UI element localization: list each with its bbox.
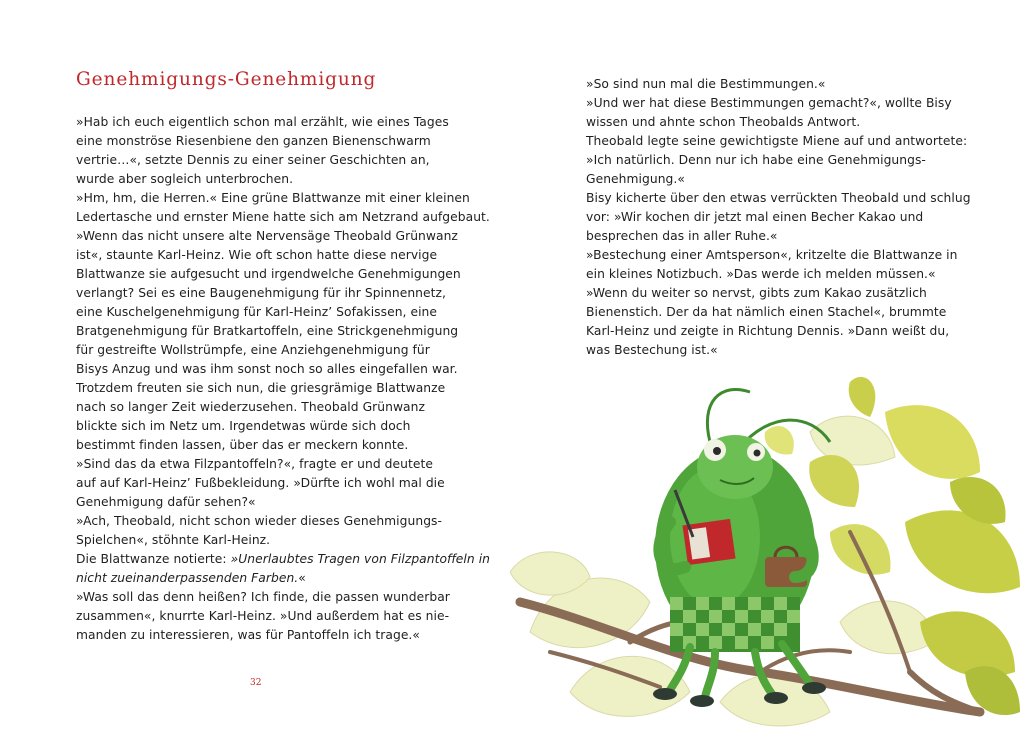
- text-line: [76, 569, 451, 588]
- text-segment: Bisy kicherte über den etwas verrückten Theobald und schlug: [586, 191, 971, 205]
- left-page-text: [76, 113, 491, 645]
- text-segment: zusammen«, knurrte Karl-Heinz. »Und außerdem hat es nie-: [76, 609, 450, 623]
- italic-text: nicht zueinanderpassenden Farben.: [76, 571, 299, 585]
- text-line: [76, 303, 451, 322]
- leaf-bug-icon: [653, 389, 830, 707]
- right-page-text: [586, 75, 971, 360]
- text-line: [76, 208, 490, 227]
- text-line: [586, 132, 966, 151]
- text-segment: für gestreifte Wollstrümpfe, eine Anziehgenehmigung für: [76, 343, 430, 357]
- text-segment: bestimmt finden lassen, über das er meckern konnte.: [76, 438, 409, 452]
- text-segment: «: [298, 571, 306, 585]
- text-line: [76, 322, 459, 341]
- text-segment: manden zu interessieren, was für Pantoffeln ich trage.«: [76, 628, 420, 642]
- text-segment: Die Blattwanze notierte:: [76, 552, 231, 566]
- text-line: [586, 189, 971, 208]
- text-segment: »Und wer hat diese Bestimmungen gemacht?«, wollte Bisy: [586, 96, 952, 110]
- page-number: 32: [250, 678, 262, 688]
- text-segment: vertrie…«, setzte Dennis zu einer seiner Geschichten an,: [76, 153, 430, 167]
- text-segment: eine Kuschelgenehmigung für Karl-Heinz’ Sofakissen, eine: [76, 305, 437, 319]
- leaf-bug-illustration: [510, 372, 1020, 735]
- text-segment: »Ich natürlich. Denn nur ich habe eine Genehmigungs-: [586, 153, 926, 167]
- text-segment: Genehmigung.«: [586, 172, 685, 186]
- text-segment: »Sind das da etwa Filzpantoffeln?«, fragte er und deutete: [76, 457, 433, 471]
- text-segment: Theobald legte seine gewichtigste Miene auf und antwortete:: [586, 134, 968, 148]
- text-line: [76, 436, 451, 455]
- text-line: [76, 360, 458, 379]
- text-line: [76, 151, 451, 170]
- text-line: [76, 341, 451, 360]
- text-segment: wissen und ahnte schon Theobalds Antwort.: [586, 115, 861, 129]
- text-line: [76, 588, 451, 607]
- left-page: [0, 0, 505, 735]
- text-segment: »Hab ich euch eigentlich schon mal erzählt, wie eines Tages: [76, 115, 449, 129]
- text-segment: »Ach, Theobald, nicht schon wieder dieses Genehmigungs-: [76, 514, 442, 528]
- text-segment: Trotzdem freuten sie sich nun, die griesgrämige Blattwanze: [76, 381, 446, 395]
- text-line: [586, 94, 966, 113]
- text-line: [76, 493, 451, 512]
- text-segment: Bisys Anzug und was ihm sonst noch so alles eingefallen war.: [76, 362, 458, 376]
- text-line: [76, 284, 451, 303]
- text-segment: ist«, staunte Karl-Heinz. Wie oft schon hatte diese nervige: [76, 248, 438, 262]
- text-segment: verlangt? Sei es eine Baugenehmigung für ihr Spinnennetz,: [76, 286, 446, 300]
- chapter-title: Genehmigungs-Genehmigung: [76, 69, 377, 90]
- text-line: [76, 531, 451, 550]
- text-line: [76, 512, 451, 531]
- text-line: [76, 170, 451, 189]
- text-line: [586, 341, 966, 360]
- text-line: [76, 246, 451, 265]
- text-line: [586, 322, 966, 341]
- text-line: [586, 284, 966, 303]
- text-line: [76, 379, 451, 398]
- text-line: [586, 265, 966, 284]
- text-line: [586, 208, 966, 227]
- text-segment: blickte sich im Netz um. Irgendetwas würde sich doch: [76, 419, 411, 433]
- text-line: [76, 550, 491, 569]
- text-segment: Karl-Heinz und zeigte in Richtung Dennis. »Dann weißt du,: [586, 324, 950, 338]
- text-line: [76, 227, 458, 246]
- text-segment: was Bestechung ist.«: [586, 343, 718, 357]
- text-line: [76, 626, 451, 645]
- text-line: [76, 474, 451, 493]
- text-segment: ein kleines Notizbuch. »Das werde ich melden müssen.«: [586, 267, 936, 281]
- text-segment: »Hm, hm, die Herren.« Eine grüne Blattwanze mit einer kleinen: [76, 191, 470, 205]
- text-line: [586, 246, 966, 265]
- text-line: [586, 151, 966, 170]
- text-line: [76, 132, 451, 151]
- text-segment: »Wenn das nicht unsere alte Nervensäge Theobald Grünwanz: [76, 229, 458, 243]
- text-segment: »Bestechung einer Amtsperson«, kritzelte die Blattwanze in: [586, 248, 958, 262]
- text-line: [76, 113, 451, 132]
- text-segment: Bratgenehmigung für Bratkartoffeln, eine Strickgenehmigung: [76, 324, 459, 338]
- text-segment: »Wenn du weiter so nervst, gibts zum Kakao zusätzlich: [586, 286, 927, 300]
- text-line: [586, 75, 966, 94]
- text-segment: eine monströse Riesenbiene den ganzen Bienenschwarm: [76, 134, 431, 148]
- text-segment: vor: »Wir kochen dir jetzt mal einen Becher Kakao und: [586, 210, 924, 224]
- text-line: [586, 303, 966, 322]
- text-line: [76, 417, 451, 436]
- text-segment: »So sind nun mal die Bestimmungen.«: [586, 77, 826, 91]
- text-segment: Blattwanze sie aufgesucht und irgendwelche Genehmigungen: [76, 267, 461, 281]
- text-segment: nach so langer Zeit wiederzusehen. Theobald Grünwanz: [76, 400, 425, 414]
- text-line: [76, 398, 451, 417]
- text-line: [76, 189, 470, 208]
- text-segment: Genehmigung dafür sehen?«: [76, 495, 256, 509]
- text-line: [586, 113, 966, 132]
- text-segment: Spielchen«, stöhnte Karl-Heinz.: [76, 533, 271, 547]
- text-segment: besprechen das in aller Ruhe.«: [586, 229, 778, 243]
- text-line: [76, 455, 451, 474]
- text-segment: Ledertasche und ernster Miene hatte sich am Netzrand aufgebaut.: [76, 210, 490, 224]
- text-segment: auf auf Karl-Heinz’ Fußbekleidung. »Dürfte ich wohl mal die: [76, 476, 445, 490]
- right-page: [510, 0, 1020, 735]
- text-segment: »Was soll das denn heißen? Ich finde, die passen wunderbar: [76, 590, 450, 604]
- text-segment: wurde aber sogleich unterbrochen.: [76, 172, 294, 186]
- text-segment: Bienenstich. Der da hat nämlich einen Stachel«, brummte: [586, 305, 947, 319]
- text-line: [586, 227, 966, 246]
- italic-text: »Unerlaubtes Tragen von Filzpantoffeln in: [230, 552, 491, 566]
- text-line: [76, 265, 461, 284]
- text-line: [586, 170, 966, 189]
- text-line: [76, 607, 451, 626]
